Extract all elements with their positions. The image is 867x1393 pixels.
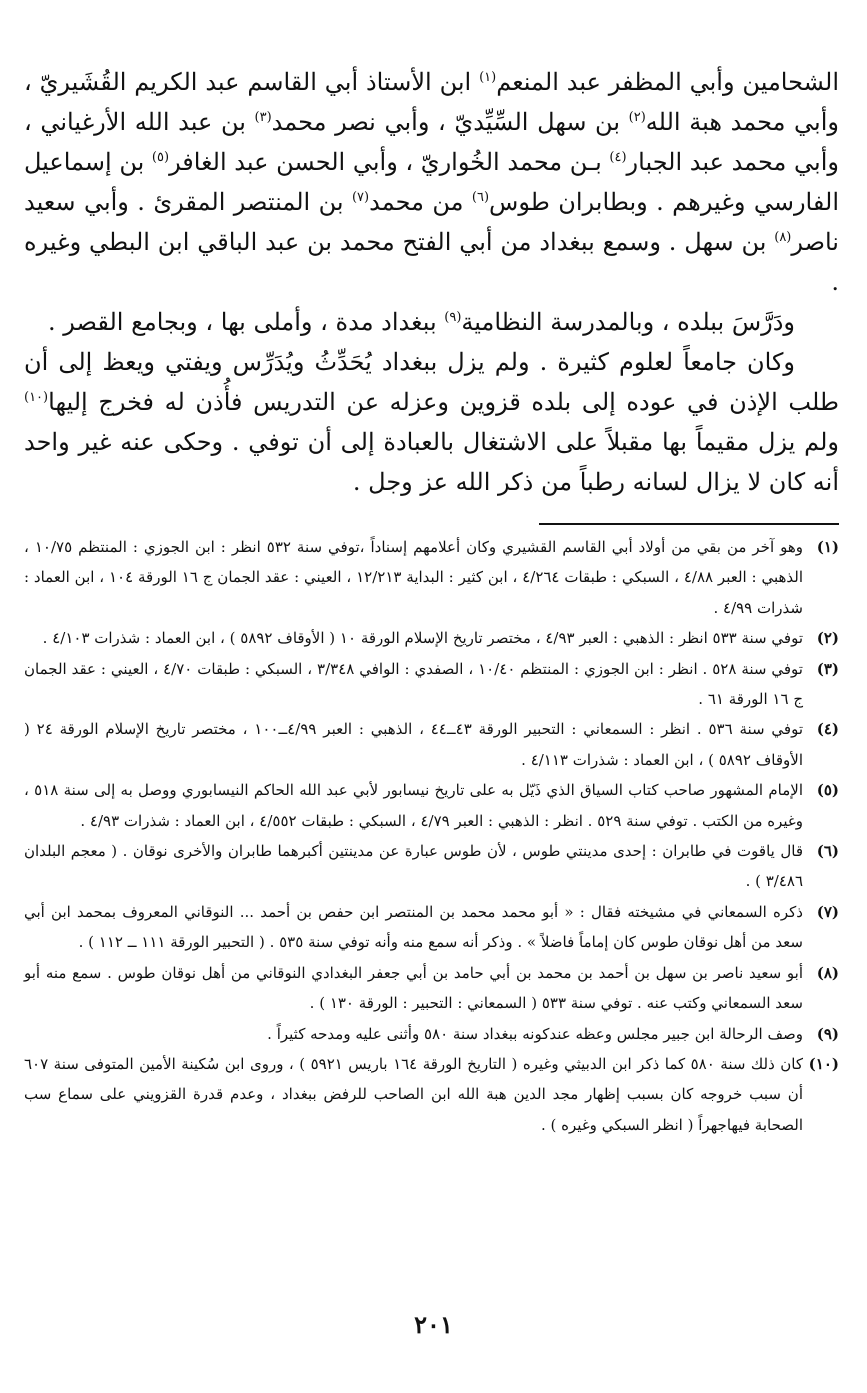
footnote	[24, 1019, 839, 1049]
footnote-marker: (٨)	[774, 230, 792, 245]
footnote-number: (٢)	[816, 629, 839, 648]
footnote-number: (٥)	[816, 781, 839, 800]
body-text: بن سهل . وسمع ببغداد من أبي الفتح محمد بن عبد الباقي ابن البطي وغيره .	[24, 228, 839, 296]
body-text: من محمد	[369, 188, 472, 216]
footnote	[24, 714, 839, 775]
body-text: ودَرَّسَ ببلده ، وبالمدرسة النظامية	[461, 308, 795, 336]
footnote-marker: (١٠)	[24, 390, 49, 405]
footnote-marker: (٤)	[609, 150, 627, 165]
footnote-text: قال ياقوت في طابران : إحدى مدينتي طوس ، لأن طوس عبارة عن مدينتين أكبرهما طابران والأخرى نوقان . ( معجم البلدان ٣/٤٨٦ ) .	[24, 842, 803, 891]
footnote-text: أبو سعيد ناصر بن سهل بن أحمد بن محمد بن أبي حامد بن أبي جعفر البغدادي النوقاني من أهل نوقان طوس . سمع منه أبو سعد السمعاني وكتب عنه . توفي سنة ٥٣٣ ( السمعاني : التحبير : الورقة ١٣٠ ) .	[24, 963, 803, 1013]
body-text: ابن الأستاذ أبي القاسم عبد الكريم القُشَيريّ ، وأبي محمد هبة الله	[24, 68, 839, 136]
footnote-number: (١٠)	[808, 1054, 839, 1073]
footnote-number: (٨)	[816, 963, 839, 982]
footnote-marker: (٩)	[444, 310, 462, 325]
main-text	[24, 62, 839, 502]
body-text: بن عبد الله الأرغياني ، وأبي محمد عبد الجبار	[24, 108, 839, 176]
footnote-text: وهو آخر من بقي من أولاد أبي القاسم القشيري وكان أعلامهم إسناداً ،توفي سنة ٥٣٢ انظر : ابن الجوزي : المنتظم ١٠/٧٥ ، الذهبي : العبر ٤/٨٨ ، السبكي : طبقات ٤/٢٦٤ ، ابن كثير : البداية ١٢/٢١٣ ، العيني : عقد الجمان ج ١٦ الورقة ١٠٤ ، ابن العماد : شذرات ٤/٩٩ .	[24, 538, 804, 617]
footnote-text: توفي سنة ٥٣٣ انظر : الذهبي : العبر ٤/٩٣ ، مختصر تاريخ الإسلام الورقة ١٠ ( الأوقاف ٥٨٩٢ ) ، ابن العماد : شذرات ٤/١٠٣ .	[42, 629, 803, 648]
footnote	[24, 623, 839, 653]
body-paragraph	[24, 302, 839, 342]
body-text: ولم يزل مقيماً بها مقبلاً على الاشتغال بالعبادة إلى أن توفي . وحكى عنه غير واحد أنه كان لا يزال لسانه رطباً من ذكر الله عز وجل .	[24, 428, 839, 496]
footnote-text: توفي سنة ٥٣٦ . انظر : السمعاني : التحبير الورقة ٤٣ــ٤٤ ، الذهبي : العبر ٤/٩٩ــ١٠٠ ، مختصر تاريخ الإسلام الورقة ٢٤ ( الأوقاف ٥٨٩٢ ) ، ابن العماد : شذرات ٤/١١٣ .	[24, 720, 803, 769]
footnote-marker: (٦)	[471, 190, 490, 205]
footnote-text: توفي سنة ٥٢٨ . انظر : ابن الجوزي : المنتظم ١٠/٤٠ ، الصفدي : الوافي ٣/٣٤٨ ، السبكي : طبقات ٤/٧٠ ، العيني : عقد الجمان ج ١٦ الورقة ٦١ .	[24, 659, 803, 709]
footnote-number: (٧)	[816, 902, 839, 921]
footnote-text: كان ذلك سنة ٥٨٠ كما ذكر ابن الدبيثي وغيره ( التاريخ الورقة ١٦٤ باريس ٥٩٢١ ) ، وروى ابن سُكينة الأمين المتوفى سنة ٦٠٧ أن سبب خروجه كان بسبب إظهار مجد الدين هبة الله ابن الصاحب للرفض ببغداد ، وعدم قدرة القزويني على سماع سب الصحابة فيهاجهراً ( انظر السبكي وغيره ) .	[24, 1054, 803, 1134]
body-text: بن المنتصر المقرئ . وأبي سعيد ناصر	[24, 188, 839, 256]
page-number: ٢٠١	[414, 1310, 453, 1339]
footnote-text: الإمام المشهور صاحب كتاب السياق الذي ذَيّل به على تاريخ نيسابور لأبي عبد الله الحاكم النيسابوري ووصل به إلى سنة ٥١٨ ، وغيره من الكتب . توفي سنة ٥٢٩ . انظر : الذهبي : العبر ٤/٧٩ ، السبكي : طبقات ٤/٥٥٢ ، ابن العماد : شذرات ٤/٩٣ .	[24, 781, 804, 830]
body-text: ببغداد مدة ، وأملى بها ، وبجامع القصر .	[48, 308, 445, 336]
footnote-number: (٦)	[816, 842, 839, 861]
footnote-marker: (٢)	[628, 110, 646, 125]
body-paragraph	[24, 62, 839, 302]
footnote	[24, 775, 839, 836]
footnote	[24, 836, 839, 897]
footnote-marker: (١)	[479, 70, 497, 85]
body-text: الشحامين وأبي المظفر عبد المنعم	[496, 68, 839, 96]
footnote-number: (٩)	[816, 1024, 839, 1043]
footnote-number: (١)	[816, 538, 839, 556]
body-text: بـن محمد الخُواريّ ، وأبي الحسن عبد الغافر	[169, 148, 610, 176]
footnote-marker: (٣)	[254, 110, 272, 125]
footnote-text: ذكره السمعاني في مشيخته فقال : « أبو محمد محمد بن المنتصر ابن حفص بن أحمد ... النوقاني المعروف بمحمد ابن أبي سعد من أهل نوقان طوس كان إماماً فاضلاً » . وذكر أنه سمع منه وأنه توفي سنة ٥٣٥ . ( التحبير الورقة ١١١ ــ ١١٢ ) .	[24, 902, 803, 952]
footnotes	[24, 532, 839, 1140]
footnote	[24, 1049, 839, 1140]
footnote-number: (٣)	[816, 659, 839, 678]
footnote-number: (٤)	[816, 720, 839, 739]
footnote	[24, 532, 839, 623]
footnote-marker: (٥)	[151, 150, 170, 165]
body-text: وكان جامعاً لعلوم كثيرة . ولم يزل ببغداد يُحَدِّثُ ويُدَرِّس ويفتي ويعظ إلى أن طلب الإذن في عوده إلى بلده قزوين وعزله عن التدريس فأُذن له فخرج إليها	[24, 348, 839, 416]
body-text: بن إسماعيل الفارسي وغيرهم . وبطابران طوس	[24, 148, 839, 216]
footnote-marker: (٧)	[351, 190, 370, 205]
footnote	[24, 654, 839, 715]
footnote	[24, 897, 839, 958]
footnote-text: وصف الرحالة ابن جبير مجلس وعظه عندكونه ببغداد سنة ٥٨٠ وأثنى عليه ومدحه كثيراً .	[267, 1024, 803, 1043]
body-text: بن سهل السِّيِّديّ ، وأبي نصر محمد	[271, 108, 629, 136]
body-paragraph	[24, 342, 839, 502]
footnote	[24, 958, 839, 1019]
footnote-separator	[539, 523, 839, 525]
